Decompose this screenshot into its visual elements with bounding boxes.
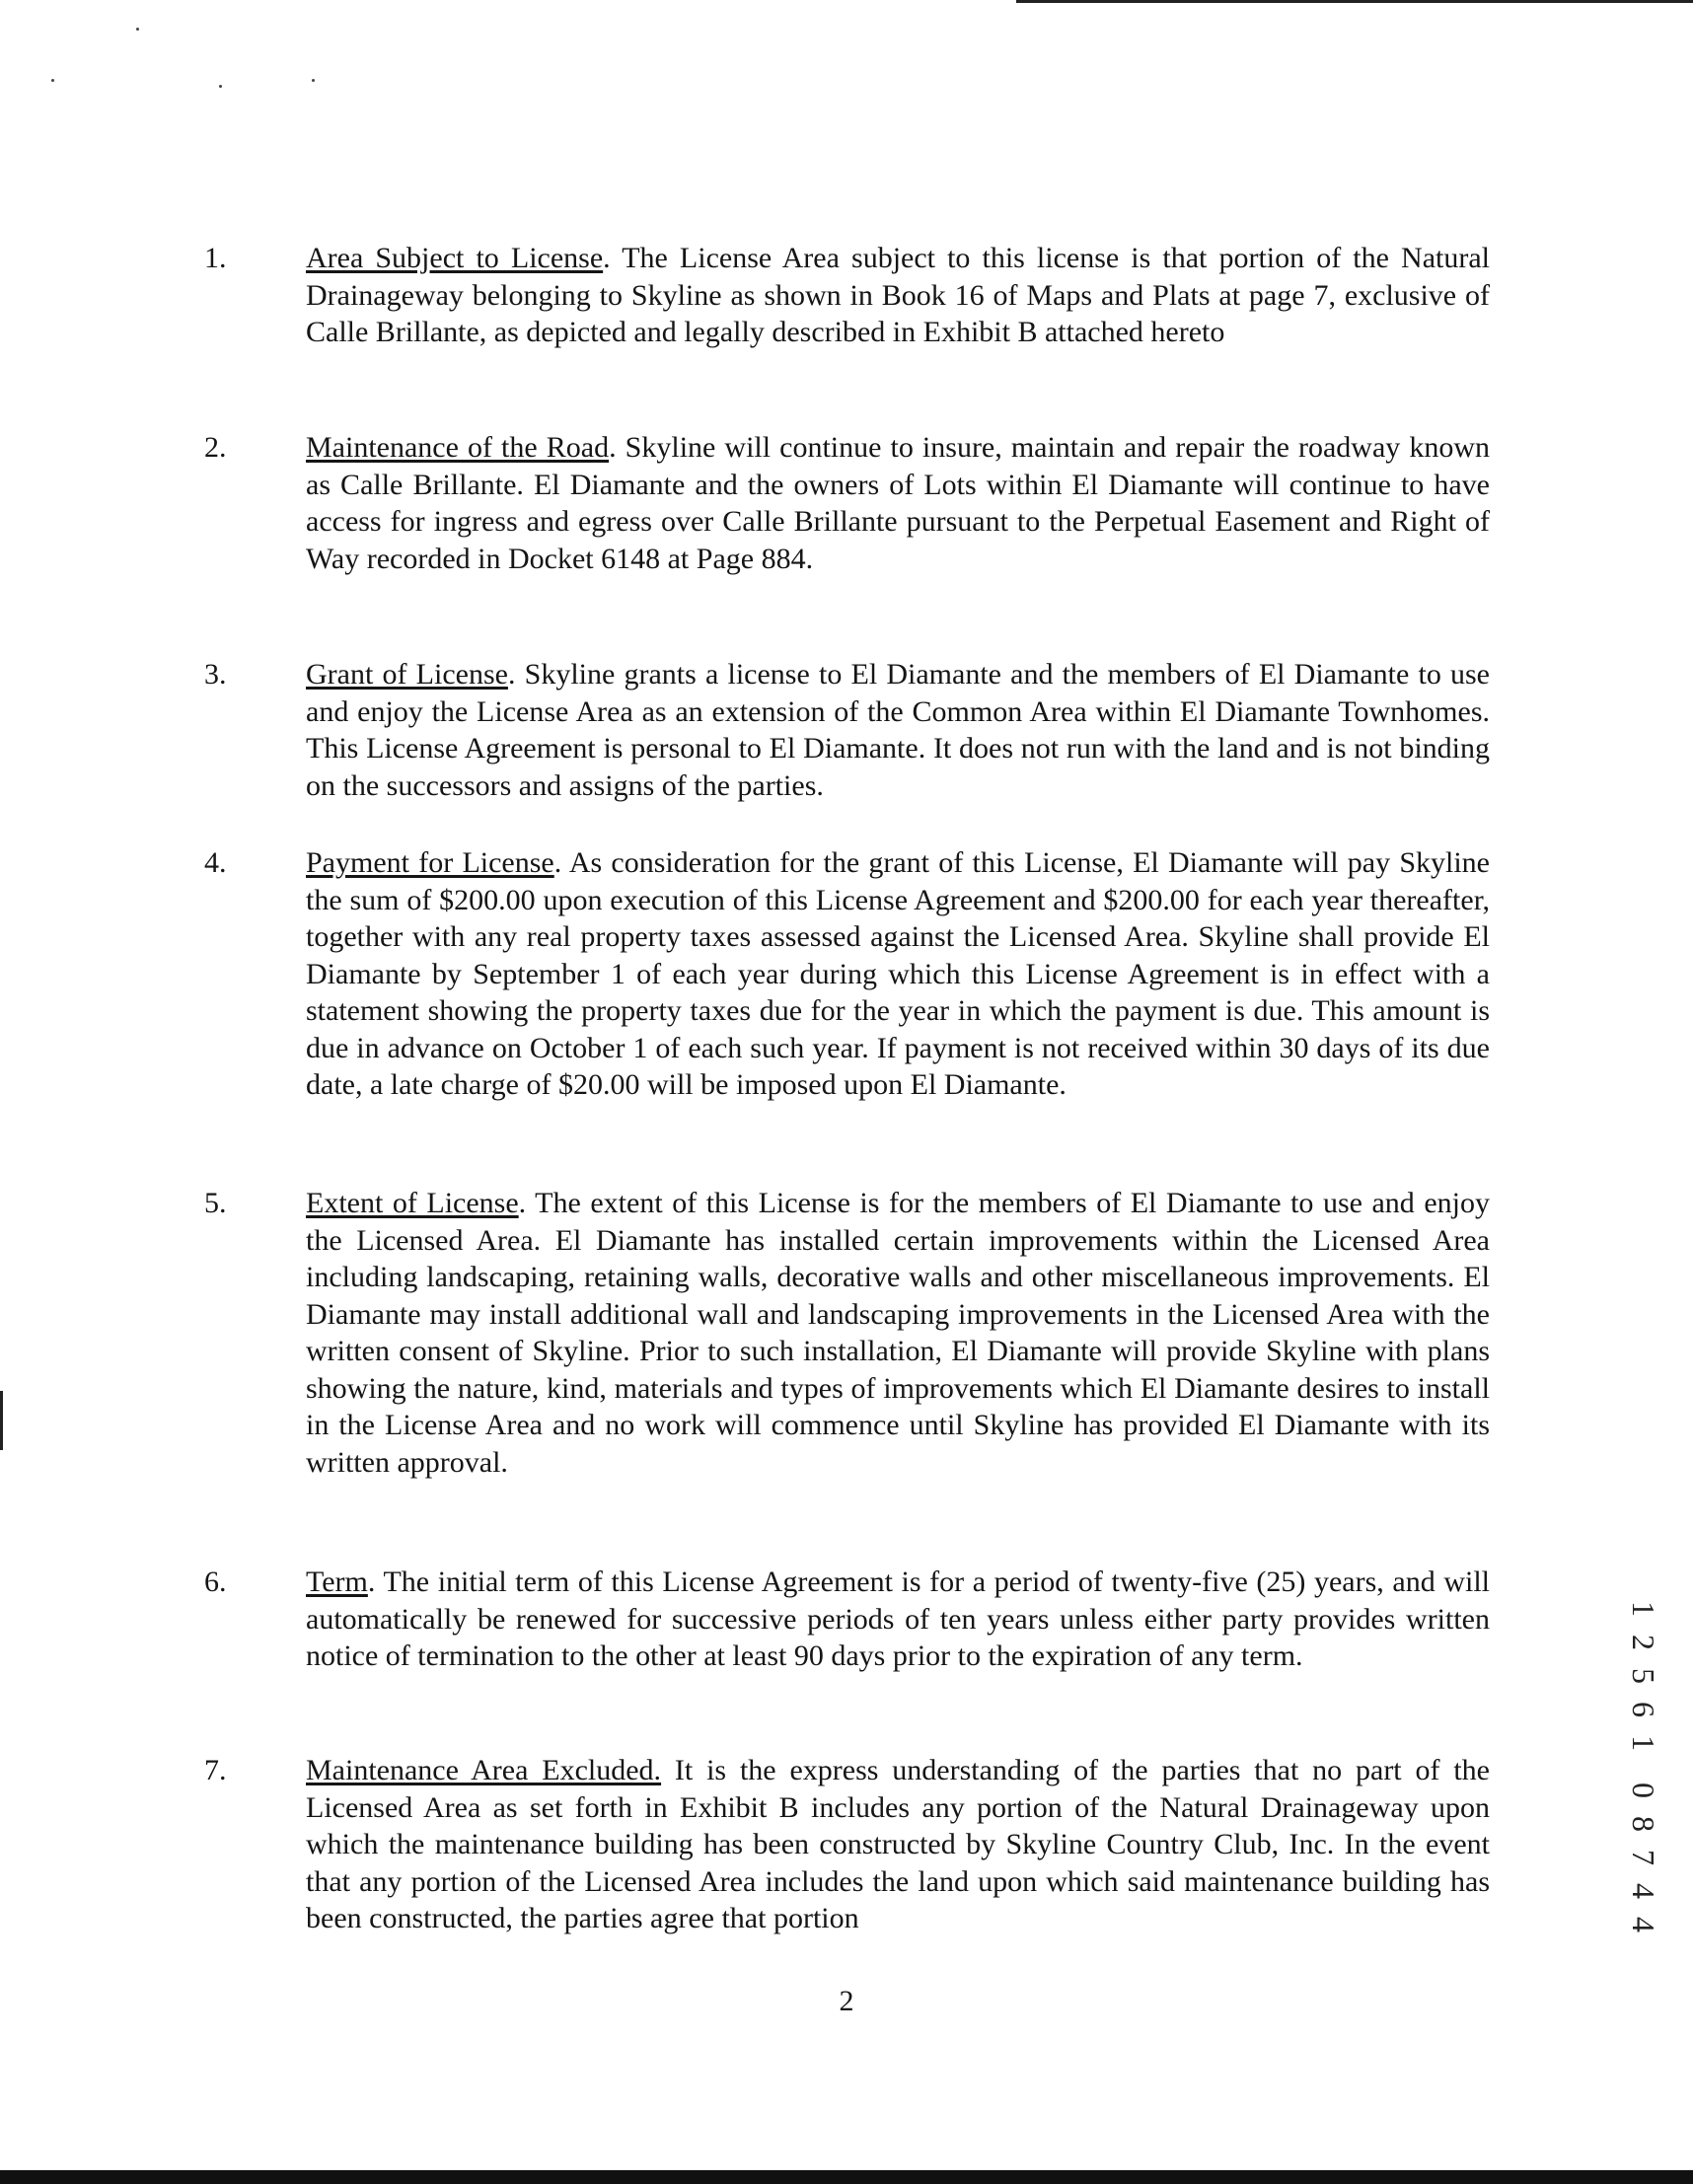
scan-speck <box>136 28 139 31</box>
scan-speck <box>312 79 315 82</box>
paragraph-body <box>306 1752 1490 1937</box>
paragraph-text: . As consideration for the grant of this License, El Diamante will pay Skyline the sum of $200.00 upon execution of this License Agreement and $200.00 for each year thereafter, together with any real property taxes assessed against the Licensed Area. Skyline shall provide El Diamante by September 1 of each year during which this License Agreement is in effect with a statement showing the property taxes due for the year in which the payment is due. This amount is due in advance on October 1 of each such year. If payment is not received within 30 days of its due date, a late charge of $20.00 will be imposed upon El Diamante. <box>306 846 1490 1101</box>
page-number: 2 <box>839 1985 854 2017</box>
paragraph-number: 1. <box>204 242 227 274</box>
paragraph-heading: Term <box>306 1565 368 1598</box>
paragraph-body <box>306 656 1490 804</box>
stamp-digit: 2 <box>1626 1635 1661 1650</box>
paragraph-body <box>306 1564 1490 1675</box>
paragraph-heading: Area Subject to License <box>306 242 604 274</box>
paragraph-number: 7. <box>204 1754 227 1786</box>
scan-bottom-edge <box>0 2170 1693 2184</box>
stamp-digit: 0 <box>1626 1783 1661 1798</box>
paragraph-text: . The extent of this License is for the members of El Diamante to use and enjoy the Licensed Area. El Diamante has installed certain improvements within the Licensed Area including landscaping, retaining walls, decorative walls and other miscellaneous improvements. El Diamante may install additional wall and landscaping improvements in the Licensed Area with the written consent of Skyline. Prior to such installation, El Diamante will provide Skyline with plans showing the nature, kind, materials and types of improvements which El Diamante desires to install in the License Area and no work will commence until Skyline has provided El Diamante with its written approval. <box>306 1187 1490 1479</box>
stamp-digit: 1 <box>1626 1601 1661 1617</box>
paragraph-body <box>306 844 1490 1104</box>
paragraph-number: 4. <box>204 846 227 879</box>
scan-left-edge-mark <box>0 1391 3 1450</box>
stamp-digit: 1 <box>1626 1735 1661 1751</box>
paragraph-number: 3. <box>204 658 227 691</box>
stamp-digit: 8 <box>1626 1816 1661 1832</box>
paragraph-heading: Payment for License <box>306 846 554 879</box>
scan-speck <box>219 85 222 88</box>
recording-stamp <box>1624 1592 1663 1941</box>
stamp-digit: 5 <box>1626 1668 1661 1684</box>
paragraph-text: . The License Area subject to this license is that portion of the Natural Drainageway belonging to Skyline as shown in Book 16 of Maps and Plats at page 7, exclusive of Calle Brillante, as depicted and legally described in Exhibit B attached hereto <box>306 242 1490 348</box>
scan-speck <box>51 79 54 82</box>
paragraph-text: . Skyline will continue to insure, maintain and repair the roadway known as Calle Brillante. El Diamante and the owners of Lots within El Diamante will continue to have access for ingress and egress over Calle Brillante pursuant to the Perpetual Easement and Right of Way recorded in Docket 6148 at Page 884. <box>306 431 1491 575</box>
scan-top-edge <box>1016 0 1693 3</box>
paragraph-heading: Maintenance of the Road <box>306 431 610 464</box>
stamp-digit: 4 <box>1626 1917 1661 1932</box>
paragraph-text: . Skyline grants a license to El Diamante and the members of El Diamante to use and enjoy the License Area as an extension of the Common Area within El Diamante Townhomes. This License Agreement is personal to El Diamante. It does not run with the land and is not binding on the successors and assigns of the parties. <box>306 658 1490 802</box>
paragraph-heading: Grant of License <box>306 658 508 691</box>
paragraph-body <box>306 429 1490 577</box>
paragraph-text: . The initial term of this License Agreement is for a period of twenty-five (25) years, and will automatically be renewed for successive periods of ten years unless either party provides written notice of termination to the other at least 90 days prior to the expiration of any term. <box>306 1565 1490 1672</box>
stamp-digit: 6 <box>1626 1702 1661 1717</box>
stamp-digit: 4 <box>1626 1883 1661 1899</box>
paragraph-heading: Extent of License <box>306 1187 519 1219</box>
paragraph-text: It is the express understanding of the parties that no part of the Licensed Area as set forth in Exhibit B includes any portion of the Natural Drainageway upon which the maintenance building has been constructed by Skyline Country Club, Inc. In the event that any portion of the Licensed Area includes the land upon which said maintenance building has been constructed, the parties agree that portion <box>306 1754 1491 1934</box>
paragraph-body <box>306 1185 1490 1481</box>
paragraph-number: 2. <box>204 431 227 464</box>
paragraph-heading: Maintenance Area Excluded. <box>306 1754 662 1786</box>
paragraph-number: 5. <box>204 1187 227 1219</box>
paragraph-body <box>306 240 1490 351</box>
stamp-digit: 7 <box>1626 1850 1661 1865</box>
paragraph-number: 6. <box>204 1565 227 1598</box>
